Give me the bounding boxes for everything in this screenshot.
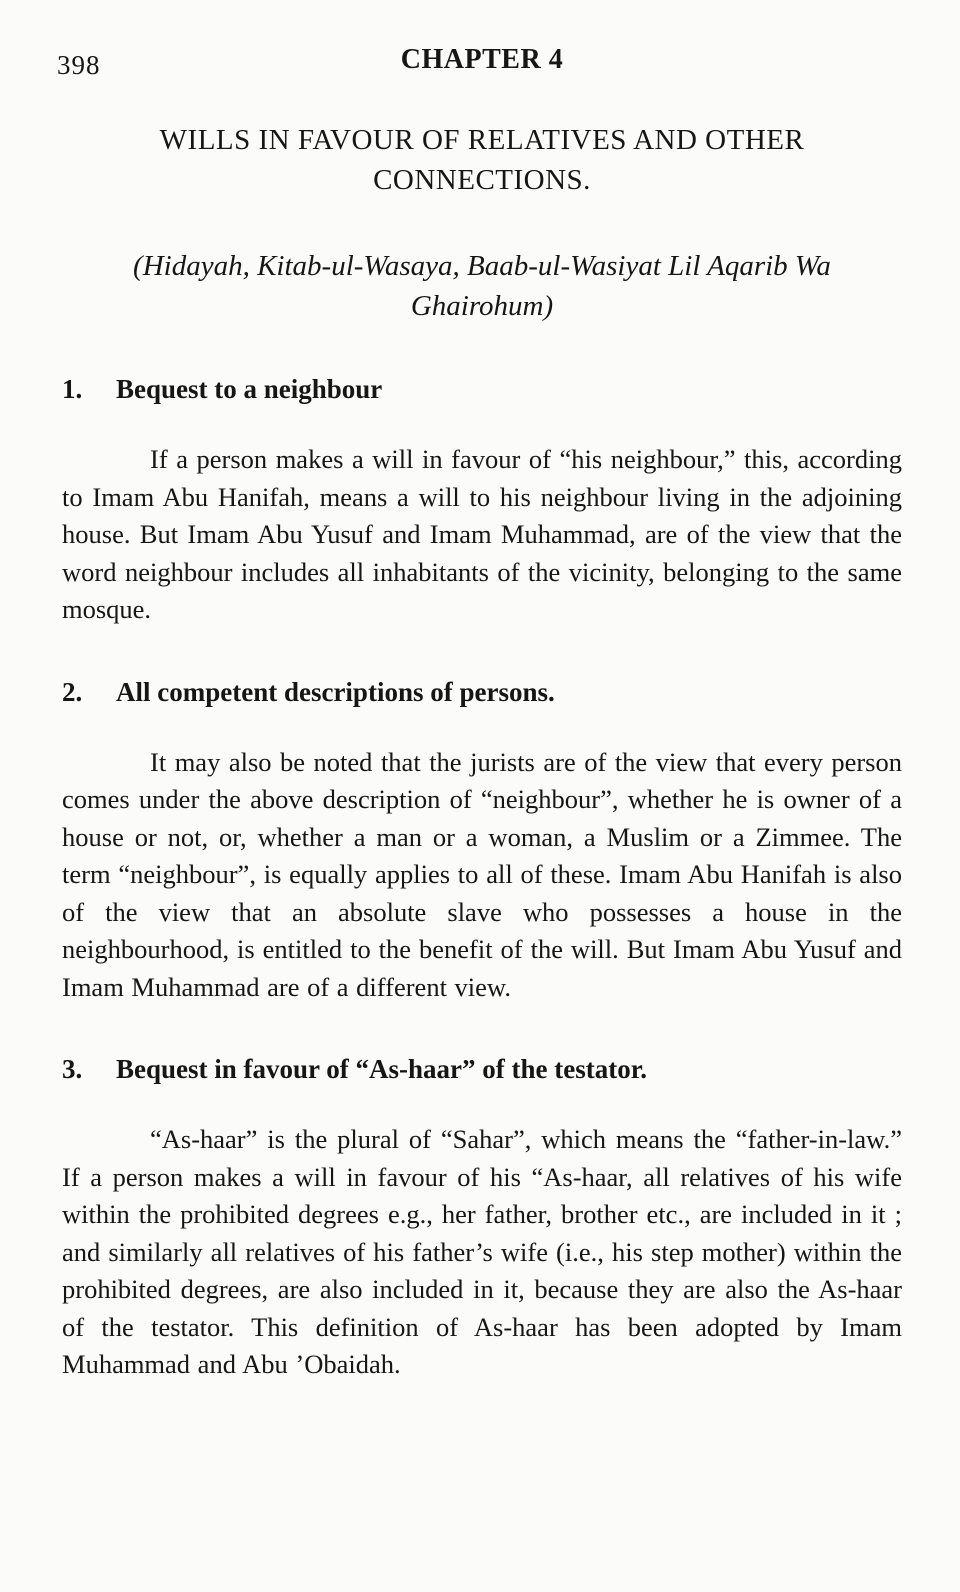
- section-2-paragraph: It may also be noted that the jurists are of the view that every person comes under the above description of “neighbour”, whether he is owner of a house or not, or, whether a man or a woman, a Muslim or a Zimmee. The term “neighbour”, is equally applies to all of these. Imam Abu Hanifah is also of the view that an absolute slave who possesses a house in the neighbourhood, is entitled to the benefit of the will. But Imam Abu Yusuf and Imam Muhammad are of a different view.: [62, 746, 902, 1002]
- section-3-heading-text: Bequest in favour of “As-haar” of the testator.: [116, 1054, 647, 1084]
- section-3-paragraph: “As-haar” is the plural of “Sahar”, which means the “father-in-law.” If a person makes a will in favour of his “As-haar, all relatives of his wife within the prohibited degrees e.g., her father, brother etc., are included in it ; and similarly all relatives of his father’s wife (i.e., his step mother) within the prohibited degrees, are also included in it, because they are also the As-haar of the testator. This definition of As-haar has been adopted by Imam Muhammad and Abu ’Obaidah.: [62, 1124, 902, 1379]
- source-citation: [62, 246, 902, 326]
- section-1-heading: [62, 374, 902, 405]
- chapter-title-line-2: CONNECTIONS.: [373, 164, 591, 196]
- chapter-heading: CHAPTER 4: [400, 44, 564, 75]
- chapter-title-line-1: WILLS IN FAVOUR OF RELATIVES AND OTHER: [159, 124, 805, 156]
- section-1-number: 1.: [62, 374, 83, 404]
- section-1-heading-text: Bequest to a neighbour: [116, 374, 383, 404]
- chapter-title: [62, 120, 902, 200]
- page-content: [0, 44, 960, 1384]
- section-3-heading: [62, 1054, 902, 1085]
- page-number: 398: [57, 50, 101, 80]
- scanned-book-page: [0, 44, 960, 1592]
- section-2-heading-text: All competent descriptions of persons.: [116, 676, 555, 707]
- source-citation-line-1: (Hidayah, Kitab-ul-Wasaya, Baab-ul-Wasiyat Lil Aqarib Wa: [133, 250, 831, 282]
- section-2-number: 2.: [62, 676, 83, 707]
- section-1-paragraph: If a person makes a will in favour of “his neighbour,” this, according to Imam Abu Hanifah, means a will to his neighbour living in the adjoining house. But Imam Abu Yusuf and Imam Muhammad, are of the view that the word neighbour includes all inhabitants of the vicinity, belonging to the same mosque.: [62, 444, 902, 624]
- section-2-heading: [62, 677, 902, 708]
- source-citation-line-2: Ghairohum): [410, 290, 554, 322]
- section-3-number: 3.: [62, 1054, 83, 1084]
